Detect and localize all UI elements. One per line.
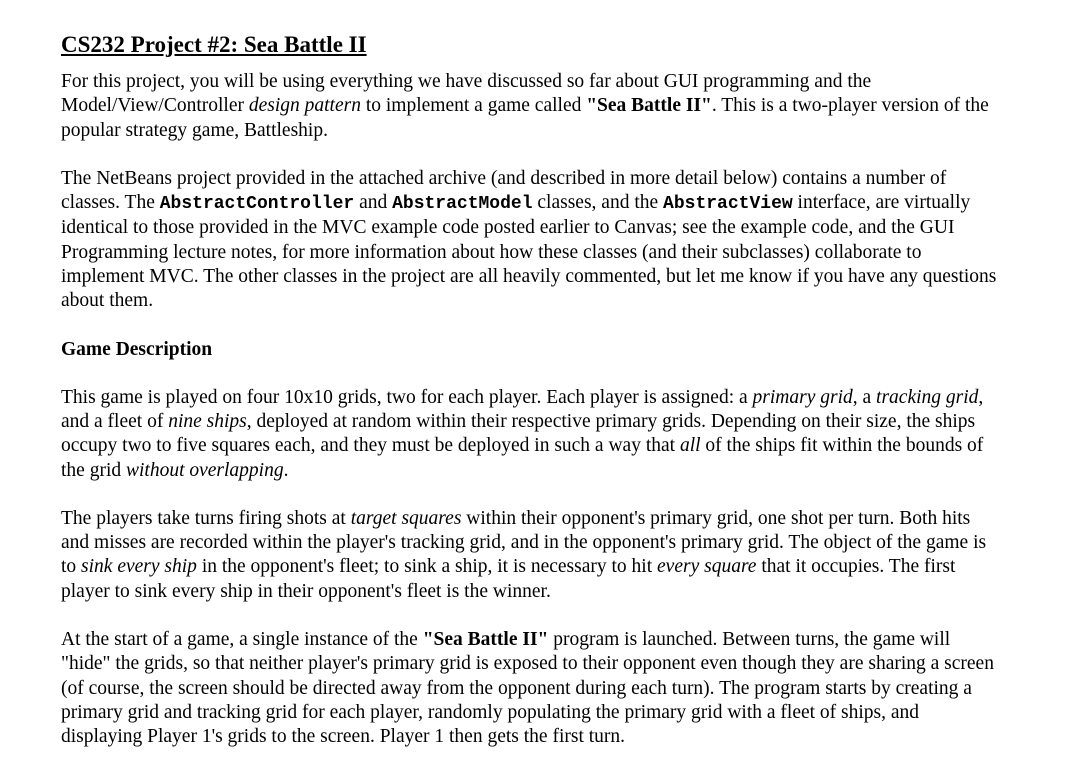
grids-text-4: , deployed at random within their respective primary grids. Depending on their size, the ships occupy two to five squares each, and they must be deployed in such a way that bbox=[61, 410, 976, 457]
turns-emphasis-every-square: every square bbox=[657, 556, 757, 578]
grids-text-2: , a bbox=[852, 386, 877, 408]
document-page bbox=[61, 30, 1001, 774]
start-paragraph bbox=[61, 628, 1001, 749]
start-text-1: At the start of a game, a single instance of the bbox=[61, 629, 423, 651]
intro-text-2: to implement a game called bbox=[360, 95, 587, 117]
netbeans-text-4: interface, are virtually identical to those provided in the MVC example code posted earlier to Canvas; see the example code, and the GUI Programming lecture notes, for more information about how these classes (and their subclasses) collaborate to implement MVC. The other classes in the project are all heavily commented, but let me know if you have any questions about them. bbox=[61, 192, 997, 312]
grids-text-6: . bbox=[283, 459, 289, 481]
grids-emphasis-all: all bbox=[679, 435, 701, 457]
class-abstract-controller: AbstractController bbox=[159, 194, 355, 215]
netbeans-text-3: classes, and the bbox=[532, 192, 664, 214]
start-text-2: program is launched. Between turns, the game will "hide" the grids, so that neither player's primary grid is exposed to their opponent even though they are sharing a screen (of course, the screen should be directed away from the opponent during each turn). The program starts by creating a primary grid and tracking grid for each player, randomly populating the primary grid with a fleet of ships, and displaying Player 1's grids to the screen. Player 1 then gets the first turn. bbox=[61, 629, 994, 748]
intro-emphasis-design-pattern: design pattern bbox=[248, 95, 361, 117]
turns-paragraph bbox=[61, 507, 1001, 604]
grids-emphasis-tracking-grid: tracking grid bbox=[876, 386, 979, 408]
turns-emphasis-target-squares: target squares bbox=[350, 507, 462, 529]
intro-text-1: For this project, you will be using everything we have discussed so far about GUI programming and the Model/View/Controller bbox=[61, 71, 872, 117]
netbeans-paragraph bbox=[61, 167, 1001, 314]
grids-text-5: of the ships fit within the bounds of the grid bbox=[61, 435, 984, 481]
turns-emphasis-sink-every-ship: sink every ship bbox=[81, 556, 197, 578]
netbeans-text-1: The NetBeans project provided in the attached archive (and described in more detail below) contains a number of classes. The bbox=[61, 167, 947, 214]
turns-text-2: within their opponent's primary grid, one shot per turn. Both hits and misses are recorded within the player's tracking grid, and in the opponent's primary grid. The object of the game is to bbox=[61, 507, 987, 578]
turns-text-4: that it occupies. The first player to sink every ship in their opponent's fleet is the winner. bbox=[61, 556, 956, 602]
interface-abstract-view: AbstractView bbox=[663, 194, 793, 215]
game-description-heading: Game Description bbox=[61, 338, 213, 360]
grids-emphasis-nine-ships: nine ships bbox=[168, 410, 247, 432]
turns-text-3: in the opponent's fleet; to sink a ship, it is necessary to hit bbox=[196, 556, 658, 578]
intro-text-3: . This is a two-player version of the popular strategy game, Battleship. bbox=[61, 95, 989, 141]
grids-paragraph bbox=[61, 386, 1001, 483]
grids-text-1: This game is played on four 10x10 grids, two for each player. Each player is assigned: a bbox=[61, 386, 753, 408]
class-abstract-model: AbstractModel bbox=[392, 194, 533, 215]
turns-text-1: The players take turns firing shots at bbox=[61, 507, 351, 529]
grids-emphasis-without-overlapping: without overlapping bbox=[125, 459, 284, 481]
grids-emphasis-primary-grid: primary grid bbox=[752, 386, 853, 408]
grids-text-3: , and a fleet of bbox=[61, 386, 984, 432]
netbeans-text-2: and bbox=[354, 192, 393, 214]
document-title: CS232 Project #2: Sea Battle II bbox=[61, 32, 367, 57]
start-game-name: "Sea Battle II" bbox=[422, 629, 549, 651]
intro-paragraph bbox=[61, 70, 1001, 143]
intro-game-name: "Sea Battle II" bbox=[586, 95, 712, 117]
